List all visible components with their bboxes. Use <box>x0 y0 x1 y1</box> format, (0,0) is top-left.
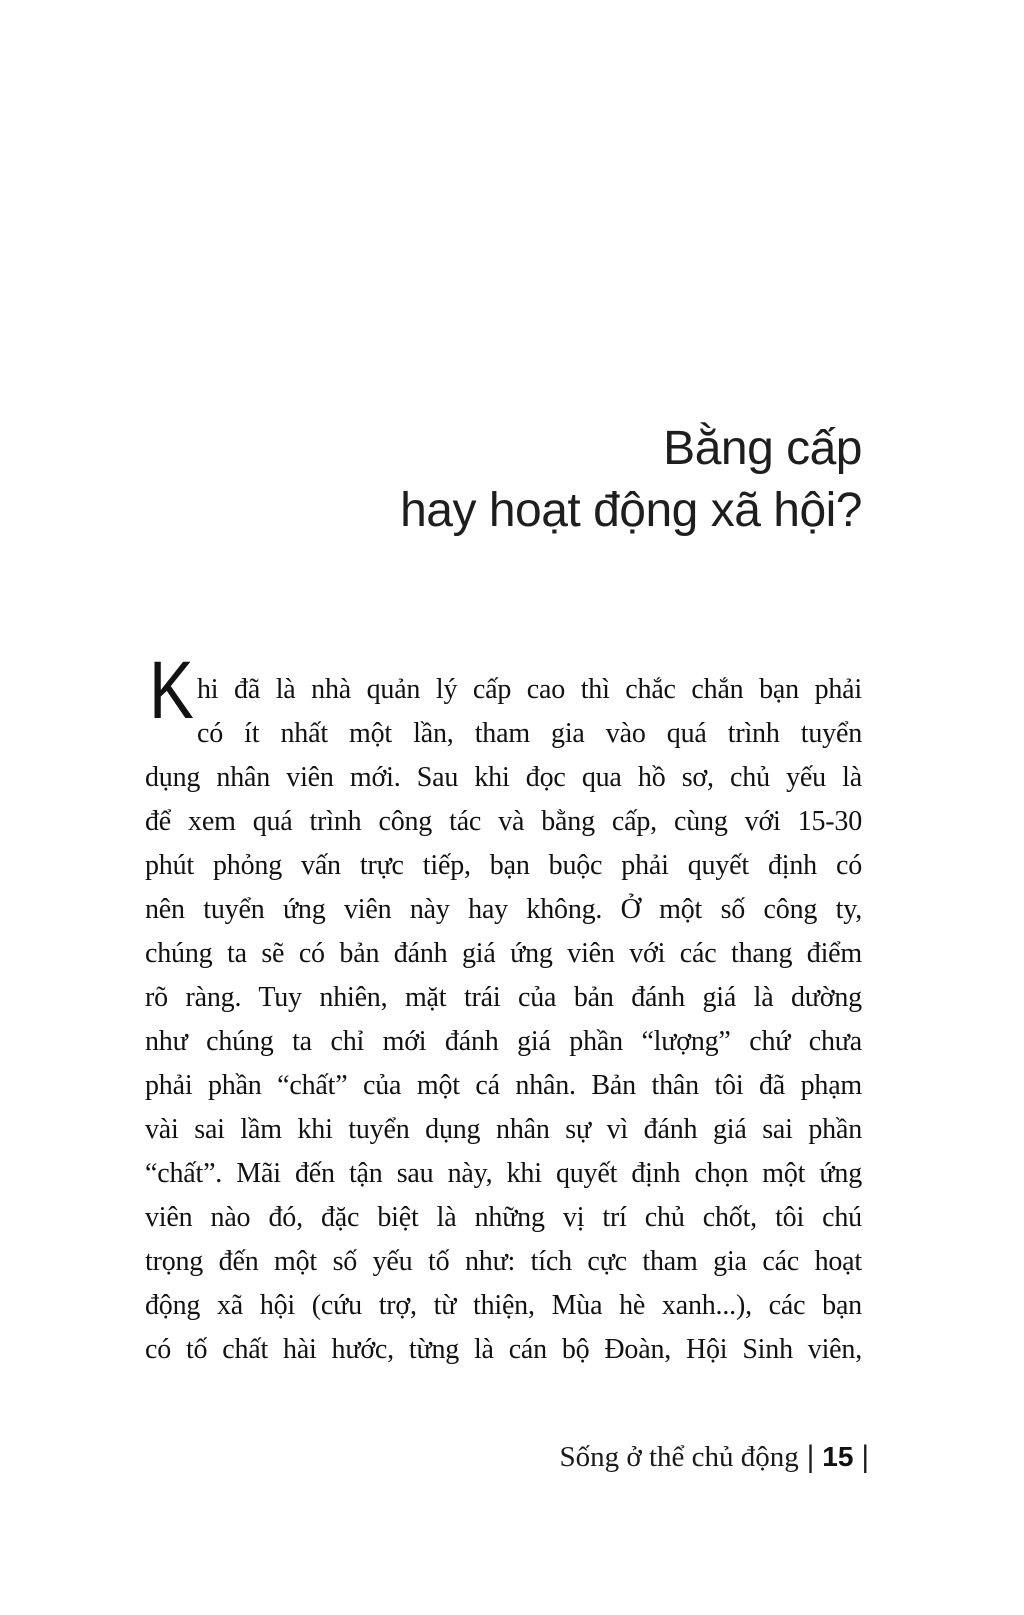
text-line: có tố chất hài hước, từng là cán bộ Đoàn, Hội Sinh viên, <box>145 1334 862 1365</box>
text-line: rõ ràng. Tuy nhiên, mặt trái của bản đánh giá là dường <box>145 982 862 1013</box>
text-line: nên tuyển ứng viên này hay không. Ở một số công ty, <box>145 894 862 925</box>
chapter-title-line-1: Bằng cấp <box>663 422 862 475</box>
text-line: dụng nhân viên mới. Sau khi đọc qua hồ sơ, chủ yếu là <box>145 762 862 793</box>
text-line: chúng ta sẽ có bản đánh giá ứng viên với các thang điểm <box>145 938 862 969</box>
chapter-title-line-2: hay hoạt động xã hội? <box>400 484 862 537</box>
text-line: hi đã là nhà quản lý cấp cao thì chắc chắn bạn phải <box>197 674 862 705</box>
text-line: vài sai lầm khi tuyển dụng nhân sự vì đánh giá sai phần <box>145 1114 862 1145</box>
footer-separator-bar: | <box>861 1440 869 1474</box>
text-line: “chất”. Mãi đến tận sau này, khi quyết định chọn một ứng <box>145 1158 862 1189</box>
text-line: động xã hội (cứu trợ, từ thiện, Mùa hè xanh...), các bạn <box>145 1290 862 1321</box>
chapter-title <box>145 418 862 542</box>
running-title: Sống ở thể chủ động <box>559 1441 799 1473</box>
page-number: 15 <box>822 1441 854 1472</box>
text-line: như chúng ta chỉ mới đánh giá phần “lượng” chứ chưa <box>145 1026 862 1057</box>
body-paragraph <box>145 668 862 1372</box>
text-line: để xem quá trình công tác và bằng cấp, cùng với 15-30 <box>145 806 862 837</box>
text-line: phải phần “chất” của một cá nhân. Bản thân tôi đã phạm <box>145 1070 862 1101</box>
page-footer <box>145 1437 877 1477</box>
text-line: trọng đến một số yếu tố như: tích cực tham gia các hoạt <box>145 1246 862 1277</box>
text-line: phút phỏng vấn trực tiếp, bạn buộc phải quyết định có <box>145 850 862 881</box>
text-line: viên nào đó, đặc biệt là những vị trí chủ chốt, tôi chú <box>145 1202 862 1233</box>
drop-cap-letter: K <box>149 645 194 736</box>
text-line: có ít nhất một lần, tham gia vào quá trình tuyển <box>197 718 862 749</box>
footer-separator-bar: | <box>806 1440 815 1474</box>
